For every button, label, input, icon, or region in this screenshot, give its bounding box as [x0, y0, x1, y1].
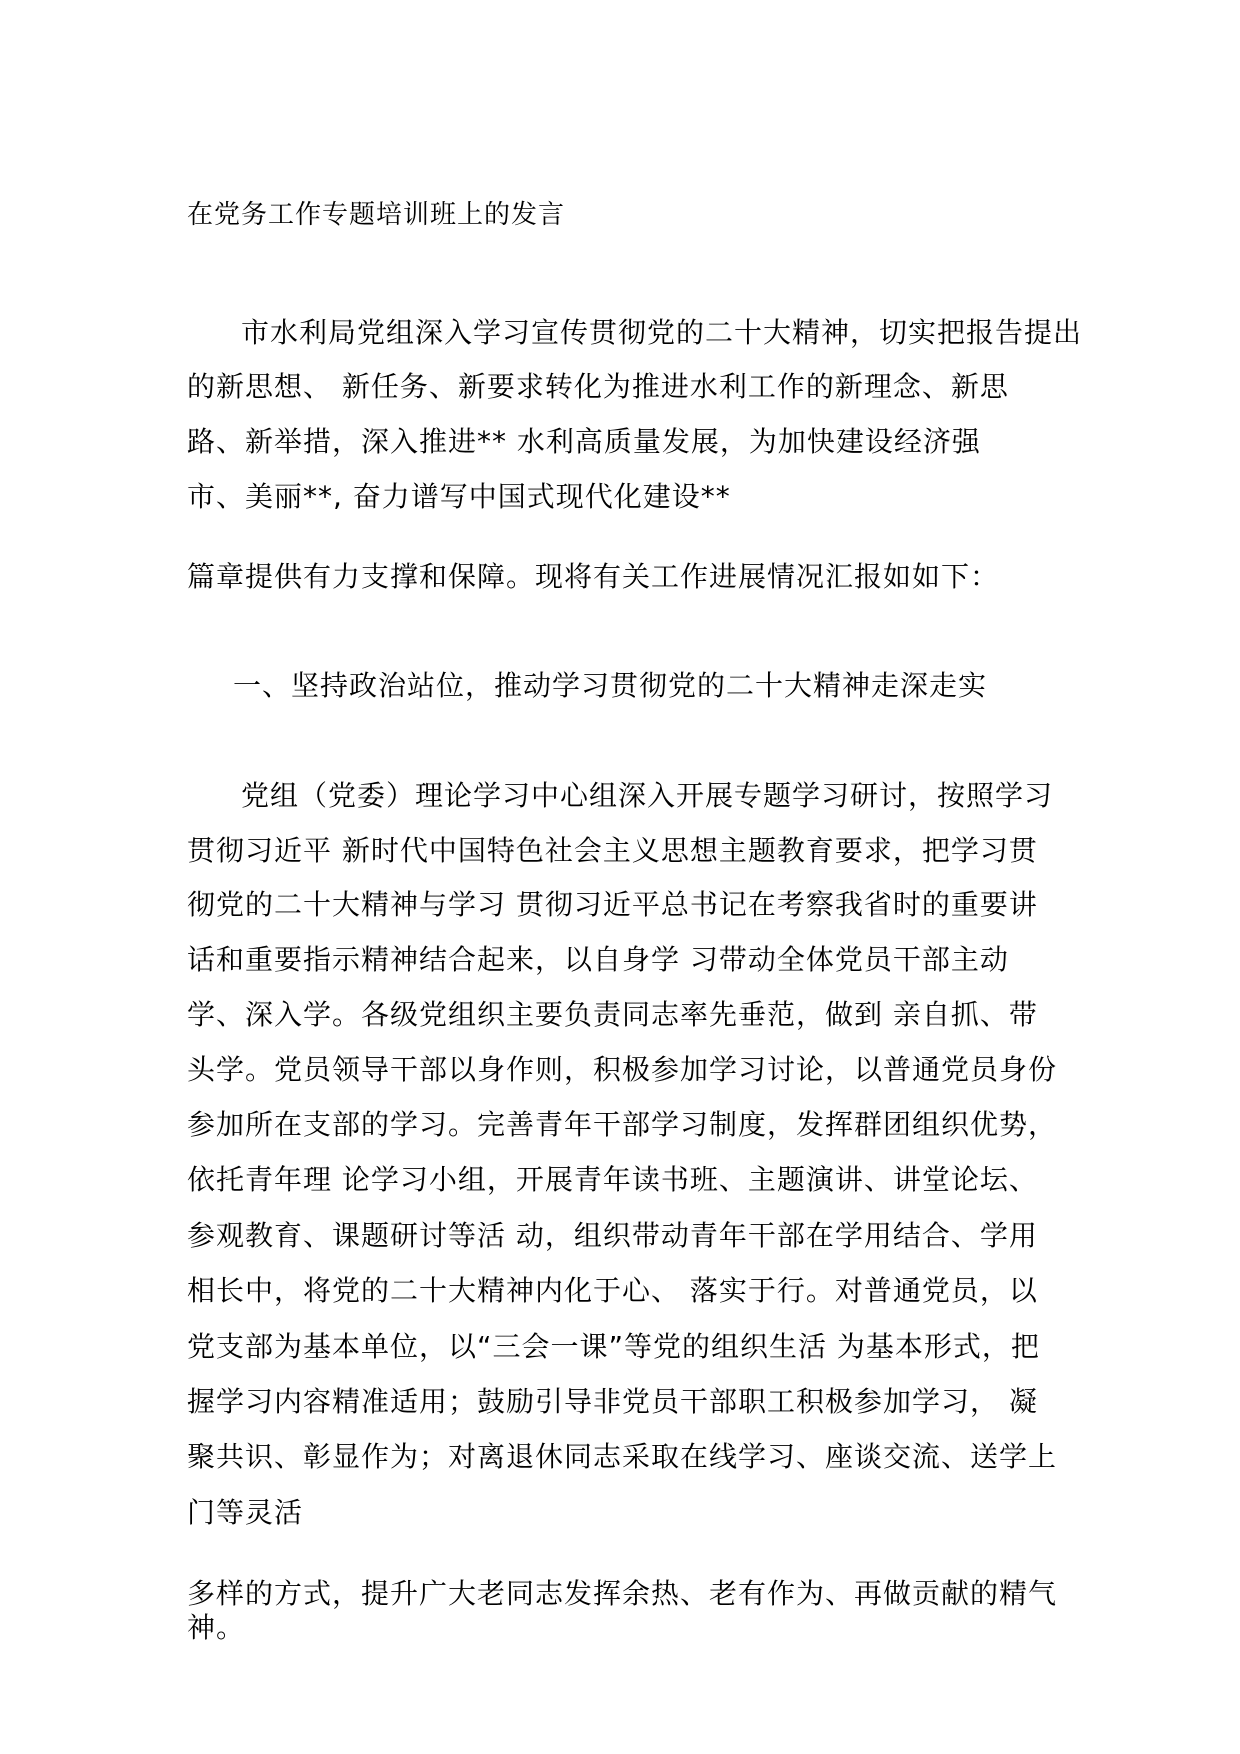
section-1-line-11: 党支部为基本单位，以“三会一课”等党的组织生活 为基本形式，把 [187, 1330, 1040, 1363]
section-1-line-9: 参观教育、课题研讨等活 动，组织带动青年干部在学用结合、学用 [187, 1219, 1038, 1252]
section-1-line-12: 握学习内容精准适用；鼓励引导非党员干部职工积极参加学习， 凝 [187, 1385, 1038, 1418]
section-1-line-4: 话和重要指示精神结合起来，以自身学 习带动全体党员干部主动 [187, 943, 1009, 976]
section-1-line-8: 依托青年理 论学习小组，开展青年读书班、主题演讲、讲堂论坛、 [187, 1163, 1038, 1196]
document-title: 在党务工作专题培训班上的发言 [187, 200, 566, 230]
section-1-line-3: 彻党的二十大精神与学习 贯彻习近平总书记在考察我省时的重要讲 [187, 888, 1038, 921]
section-1-line-5: 学、深入学。各级党组织主要负责同志率先垂范，做到 亲自抓、带 [187, 998, 1038, 1031]
intro-tail-line: 篇章提供有力支撑和保障。现将有关工作进展情况汇报如如下： [187, 560, 1000, 593]
section-1-heading: 一、坚持政治站位，推动学习贯彻党的二十大精神走深走实 [233, 669, 988, 702]
section-1-line-7: 参加所在支部的学习。完善青年干部学习制度，发挥群团组织优势， [187, 1108, 1058, 1141]
section-1-line-2: 贯彻习近平 新时代中国特色社会主义思想主题教育要求，把学习贯 [187, 834, 1038, 867]
section-1-tail-line-2: 神。 [187, 1611, 246, 1644]
section-1-tail-line-1: 多样的方式，提升广大老同志发挥余热、老有作为、再做贡献的精气 [187, 1577, 1058, 1610]
section-1-line-14: 门等灵活 [187, 1496, 304, 1529]
section-1-line-1: 党组（党委）理论学习中心组深入开展专题学习研讨，按照学习 [241, 779, 1054, 812]
intro-line-1: 市水利局党组深入学习宣传贯彻党的二十大精神，切实把报告提出 [241, 316, 1083, 349]
intro-line-2: 的新思想、 新任务、新要求转化为推进水利工作的新理念、新思 [187, 370, 1009, 403]
section-1-line-13: 聚共识、彰显作为；对离退休同志采取在线学习、座谈交流、送学上 [187, 1440, 1058, 1473]
section-1-line-6: 头学。党员领导干部以身作则，积极参加学习讨论，以普通党员身份 [187, 1053, 1058, 1086]
section-1-line-10: 相长中，将党的二十大精神内化于心、 落实于行。对普通党员，以 [187, 1274, 1038, 1307]
intro-line-3: 路、新举措，深入推进** 水利高质量发展，为加快建设经济强 [187, 425, 981, 458]
intro-line-4: 市、美丽**, 奋力谱写中国式现代化建设** [187, 480, 731, 513]
